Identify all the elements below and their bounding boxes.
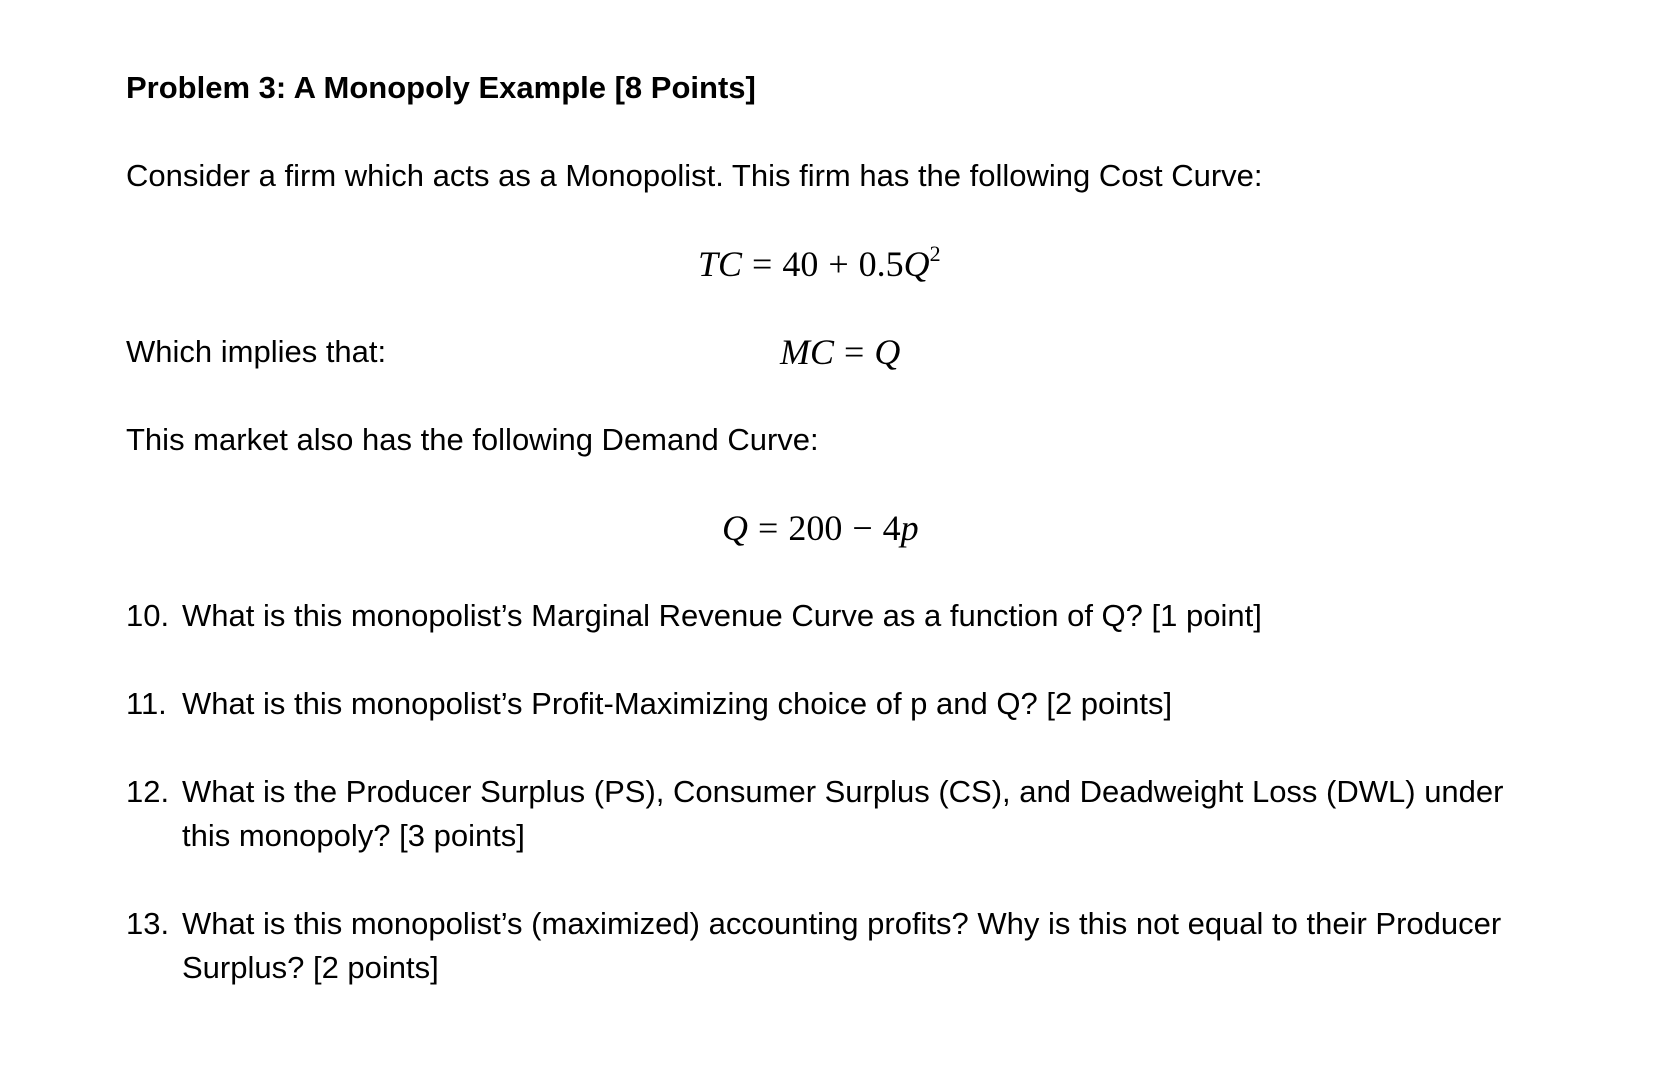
tc-constant: 40	[782, 244, 819, 284]
demand-coefficient: 4	[882, 508, 901, 548]
question-number: 10.	[126, 598, 170, 633]
question-10	[126, 594, 1546, 638]
question-number: 12.	[126, 774, 170, 809]
demand-intro-text: This market also has the following Demand Curve:	[126, 422, 819, 457]
demand-minus: −	[852, 508, 873, 548]
tc-coefficient: 0.5	[858, 244, 904, 284]
question-text: What is the Producer Surplus (PS), Consumer Surplus (CS), and Deadweight Loss (DWL) under this monopoly? [3 points]	[182, 774, 1504, 853]
demand-equals: =	[758, 508, 779, 548]
question-text: What is this monopolist’s Profit-Maximizing choice of p and Q? [2 points]	[182, 686, 1173, 721]
question-text: What is this monopolist’s Marginal Revenue Curve as a function of Q? [1 point]	[182, 598, 1262, 633]
question-13	[126, 902, 1546, 990]
question-12	[126, 770, 1546, 858]
question-number: 11.	[126, 686, 167, 721]
demand-lhs: Q	[722, 508, 748, 548]
tc-variable: Q	[903, 244, 930, 284]
problem-title: Problem 3: A Monopoly Example [8 Points]	[126, 70, 756, 105]
implies-label: Which implies that:	[126, 334, 387, 369]
tc-equals: =	[752, 244, 773, 284]
mc-lhs: MC	[780, 332, 834, 372]
intro-text: Consider a firm which acts as a Monopolist. This firm has the following Cost Curve:	[126, 158, 1263, 193]
question-number: 13.	[126, 906, 170, 941]
question-11	[126, 682, 1546, 726]
question-text: What is this monopolist’s (maximized) accounting profits? Why is this not equal to their Producer Surplus? [2 points]	[182, 906, 1502, 985]
tc-plus: +	[828, 244, 849, 284]
demand-variable: p	[900, 508, 919, 548]
total-cost-equation	[698, 242, 941, 286]
demand-equation	[722, 506, 919, 550]
mc-equals: =	[844, 332, 865, 372]
tc-exponent: 2	[929, 241, 941, 266]
tc-lhs: TC	[698, 244, 743, 284]
mc-rhs: Q	[874, 332, 901, 372]
demand-constant: 200	[788, 508, 843, 548]
marginal-cost-equation	[780, 330, 900, 374]
